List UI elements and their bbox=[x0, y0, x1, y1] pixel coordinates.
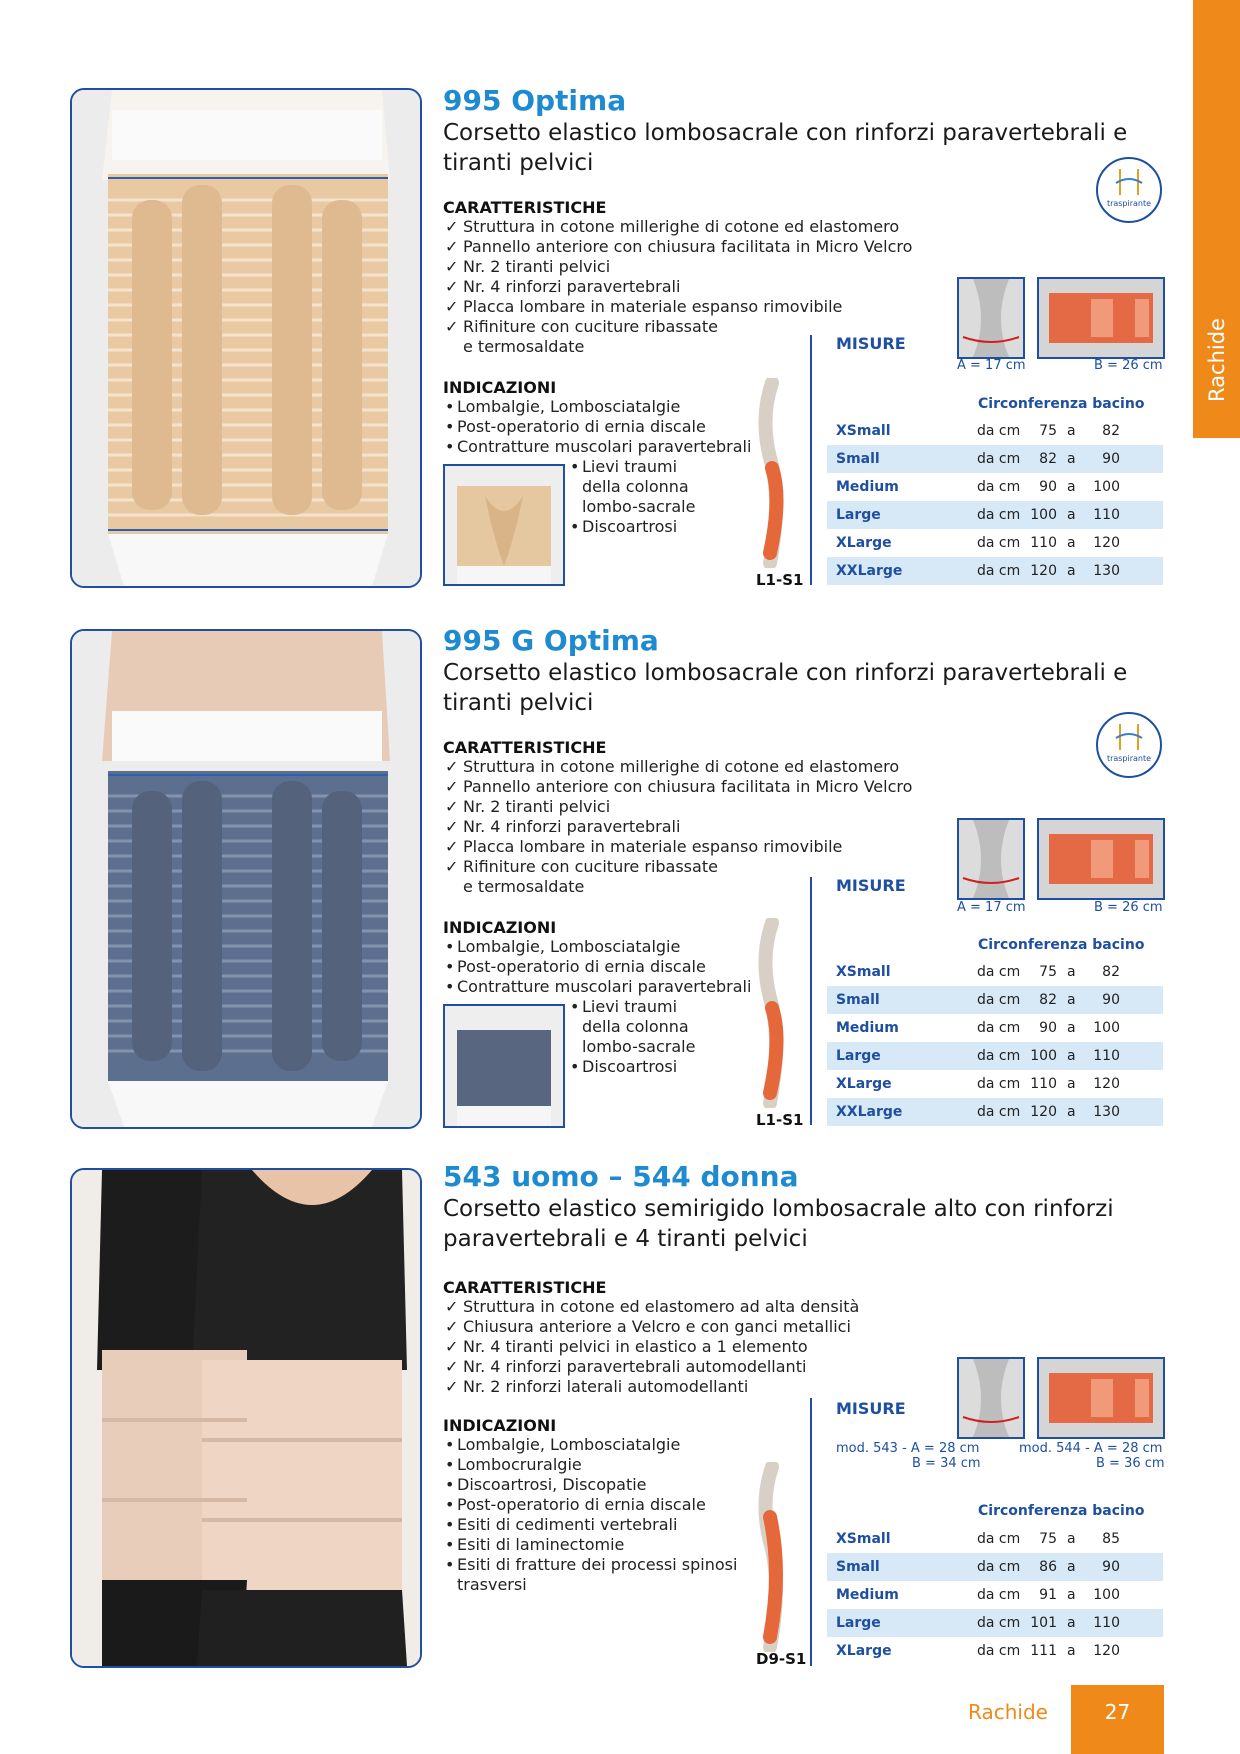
indication-item: trasversi bbox=[457, 1575, 527, 1594]
product-2-indications-heading: INDICAZIONI bbox=[443, 918, 557, 937]
footer-section-label: Rachide bbox=[968, 1700, 1048, 1724]
feature-item: ✓ Rifiniture con cuciture ribassate bbox=[445, 857, 718, 876]
product-3-spine-icon bbox=[752, 1462, 792, 1652]
table-row: Small da cm 82 a 90 bbox=[827, 445, 1163, 473]
product-3-measure-a-thumb bbox=[957, 1357, 1025, 1439]
feature-item: ✓ Rifiniture con cuciture ribassate bbox=[445, 317, 718, 336]
feature-item: ✓ Nr. 4 tiranti pelvici in elastico a 1 elemento bbox=[445, 1337, 808, 1356]
indication-item: • Post-operatorio di ernia discale bbox=[445, 1495, 706, 1514]
indication-item: della colonna bbox=[582, 477, 689, 496]
table-row: Large da cm 100 a 110 bbox=[827, 1042, 1163, 1070]
product-2-measures-label: MISURE bbox=[836, 876, 906, 895]
product-3-size-table bbox=[827, 1525, 1163, 1665]
feature-item: ✓ Struttura in cotone ed elastomero ad alta densità bbox=[445, 1297, 860, 1316]
product-2-dim-b: B = 26 cm bbox=[1094, 900, 1163, 915]
table-row: XSmall da cm 75 a 85 bbox=[836, 1531, 1120, 1547]
product-2-indications bbox=[445, 937, 751, 997]
indication-item: della colonna bbox=[582, 1017, 689, 1036]
table-row: Small da cm 86 a 90 bbox=[827, 1553, 1163, 1581]
indication-item: • Esiti di fratture dei processi spinosi bbox=[445, 1555, 738, 1574]
indication-item: • Esiti di laminectomie bbox=[445, 1535, 625, 1554]
product-2-size-table bbox=[827, 958, 1163, 1126]
table-row: XSmall da cm 75 a 82 bbox=[836, 423, 1120, 439]
breathable-badge-icon bbox=[1096, 712, 1162, 778]
product-2-subtitle: Corsetto elastico lombosacrale con rinforzi paravertebrali e tiranti pelvici bbox=[443, 660, 1128, 716]
feature-item: ✓ Placca lombare in materiale espanso rimovibile bbox=[445, 297, 843, 316]
product-3-photo bbox=[70, 1168, 422, 1668]
indication-item: • Lombalgie, Lombosciatalgie bbox=[445, 1435, 681, 1454]
indication-item: • Discoartrosi, Discopatie bbox=[445, 1475, 647, 1494]
product-3-dim-543-b: B = 34 cm bbox=[912, 1456, 981, 1471]
table-row: Medium da cm 90 a 100 bbox=[836, 479, 1120, 495]
indication-item: • Lombocruralgie bbox=[445, 1455, 582, 1474]
product-3-dim-544-b: B = 36 cm bbox=[1096, 1456, 1165, 1471]
table-row: XSmall da cm 75 a 82 bbox=[836, 964, 1120, 980]
product-1-title: 995 Optima bbox=[443, 84, 627, 117]
badge-label: traspirante bbox=[1106, 754, 1152, 763]
product-2-spine-icon bbox=[752, 918, 792, 1108]
table-row: Small da cm 82 a 90 bbox=[827, 986, 1163, 1014]
product-2-spine-label: L1-S1 bbox=[756, 1111, 804, 1129]
indication-item: • Lievi traumi bbox=[570, 997, 678, 1016]
indication-item: • Post-operatorio di ernia discale bbox=[445, 417, 706, 436]
product-3-dim-544-a: mod. 544 - A = 28 cm bbox=[1019, 1441, 1163, 1456]
feature-item: ✓ Pannello anteriore con chiusura facilitata in Micro Velcro bbox=[445, 777, 913, 796]
product-1-measures-label: MISURE bbox=[836, 334, 906, 353]
badge-label: traspirante bbox=[1106, 199, 1152, 208]
product-2-dim-a: A = 17 cm bbox=[957, 900, 1026, 915]
indication-item: • Lievi traumi bbox=[570, 457, 678, 476]
product-3-measures-label: MISURE bbox=[836, 1399, 906, 1418]
product-3-indications bbox=[445, 1435, 737, 1595]
product-2-measure-a-thumb bbox=[957, 818, 1025, 900]
feature-item: ✓ Nr. 4 rinforzi paravertebrali automodellanti bbox=[445, 1357, 807, 1376]
product-2-photo bbox=[70, 629, 422, 1129]
indication-item: • Discoartrosi bbox=[570, 517, 678, 536]
breathable-badge-icon bbox=[1096, 157, 1162, 223]
product-3-circ-heading: Circonferenza bacino bbox=[978, 1503, 1145, 1519]
indication-item: lombo-sacrale bbox=[582, 1037, 696, 1056]
product-2-back-thumb bbox=[443, 1004, 565, 1128]
table-row: Medium da cm 91 a 100 bbox=[836, 1587, 1120, 1603]
product-2-title: 995 G Optima bbox=[443, 624, 659, 657]
side-tab-label: Rachide bbox=[1204, 318, 1229, 402]
product-3-spine-label: D9-S1 bbox=[756, 1650, 807, 1668]
product-2-circ-heading: Circonferenza bacino bbox=[978, 937, 1145, 953]
product-1-divider bbox=[810, 335, 812, 585]
indication-item: • Contratture muscolari paravertebrali bbox=[445, 437, 752, 456]
product-1-spine-label: L1-S1 bbox=[756, 571, 804, 589]
page-number: 27 bbox=[1104, 1700, 1131, 1724]
feature-item: ✓ Nr. 4 rinforzi paravertebrali bbox=[445, 817, 681, 836]
product-1-indications-heading: INDICAZIONI bbox=[443, 378, 557, 397]
indication-item: • Lombalgie, Lombosciatalgie bbox=[445, 397, 681, 416]
product-3-features bbox=[445, 1297, 859, 1397]
product-3-divider bbox=[810, 1398, 812, 1666]
product-1-measure-b-thumb bbox=[1037, 277, 1165, 359]
indication-item: • Post-operatorio di ernia discale bbox=[445, 957, 706, 976]
feature-item: e termosaldate bbox=[463, 877, 585, 896]
feature-item: ✓ Nr. 4 rinforzi paravertebrali bbox=[445, 277, 681, 296]
product-1-indications-extra bbox=[570, 457, 695, 537]
product-1-back-thumb bbox=[443, 464, 565, 586]
product-3-dim-543-a: mod. 543 - A = 28 cm bbox=[836, 1441, 980, 1456]
product-2-measure-b-thumb bbox=[1037, 818, 1165, 900]
product-1-size-table bbox=[827, 417, 1163, 585]
feature-item: e termosaldate bbox=[463, 337, 585, 356]
table-row: XLarge da cm 110 a 120 bbox=[836, 535, 1120, 551]
section-side-tab bbox=[1193, 0, 1240, 438]
indication-item: lombo-sacrale bbox=[582, 497, 696, 516]
indication-item: • Esiti di cedimenti vertebrali bbox=[445, 1515, 678, 1534]
product-3-indications-heading: INDICAZIONI bbox=[443, 1416, 557, 1435]
indication-item: • Lombalgie, Lombosciatalgie bbox=[445, 937, 681, 956]
table-row: Medium da cm 90 a 100 bbox=[836, 1020, 1120, 1036]
table-row: XLarge da cm 110 a 120 bbox=[836, 1076, 1120, 1092]
product-2-features-heading: CARATTERISTICHE bbox=[443, 738, 607, 757]
table-row: Large da cm 100 a 110 bbox=[827, 501, 1163, 529]
feature-item: ✓ Pannello anteriore con chiusura facilitata in Micro Velcro bbox=[445, 237, 913, 256]
product-3-subtitle: Corsetto elastico semirigido lombosacrale alto con rinforzi paravertebrali e 4 tiranti pelvici bbox=[443, 1196, 1114, 1252]
table-row: XXLarge da cm 120 a 130 bbox=[827, 557, 1163, 585]
feature-item: ✓ Nr. 2 tiranti pelvici bbox=[445, 797, 611, 816]
product-3-title: 543 uomo – 544 donna bbox=[443, 1160, 799, 1193]
product-1-subtitle: Corsetto elastico lombosacrale con rinforzi paravertebrali e tiranti pelvici bbox=[443, 120, 1128, 176]
feature-item: ✓ Struttura in cotone millerighe di cotone ed elastomero bbox=[445, 217, 900, 236]
feature-item: ✓ Struttura in cotone millerighe di cotone ed elastomero bbox=[445, 757, 900, 776]
product-1-photo bbox=[70, 88, 422, 588]
feature-item: ✓ Nr. 2 tiranti pelvici bbox=[445, 257, 611, 276]
product-1-dim-a: A = 17 cm bbox=[957, 358, 1026, 373]
feature-item: ✓ Placca lombare in materiale espanso rimovibile bbox=[445, 837, 843, 856]
feature-item: ✓ Nr. 2 rinforzi laterali automodellanti bbox=[445, 1377, 749, 1396]
product-3-measure-b-thumb bbox=[1037, 1357, 1165, 1439]
product-1-features-heading: CARATTERISTICHE bbox=[443, 198, 607, 217]
product-3-features-heading: CARATTERISTICHE bbox=[443, 1278, 607, 1297]
product-2-divider bbox=[810, 877, 812, 1125]
indication-item: • Discoartrosi bbox=[570, 1057, 678, 1076]
product-1-circ-heading: Circonferenza bacino bbox=[978, 396, 1145, 412]
feature-item: ✓ Chiusura anteriore a Velcro e con ganci metallici bbox=[445, 1317, 851, 1336]
table-row: Large da cm 101 a 110 bbox=[827, 1609, 1163, 1637]
product-1-measure-a-thumb bbox=[957, 277, 1025, 359]
page-number-box bbox=[1071, 1685, 1164, 1754]
table-row: XLarge da cm 111 a 120 bbox=[836, 1643, 1120, 1659]
product-1-dim-b: B = 26 cm bbox=[1094, 358, 1163, 373]
product-2-indications-extra bbox=[570, 997, 695, 1077]
product-1-spine-icon bbox=[752, 378, 792, 568]
table-row: XXLarge da cm 120 a 130 bbox=[827, 1098, 1163, 1126]
product-1-indications bbox=[445, 397, 751, 457]
indication-item: • Contratture muscolari paravertebrali bbox=[445, 977, 752, 996]
